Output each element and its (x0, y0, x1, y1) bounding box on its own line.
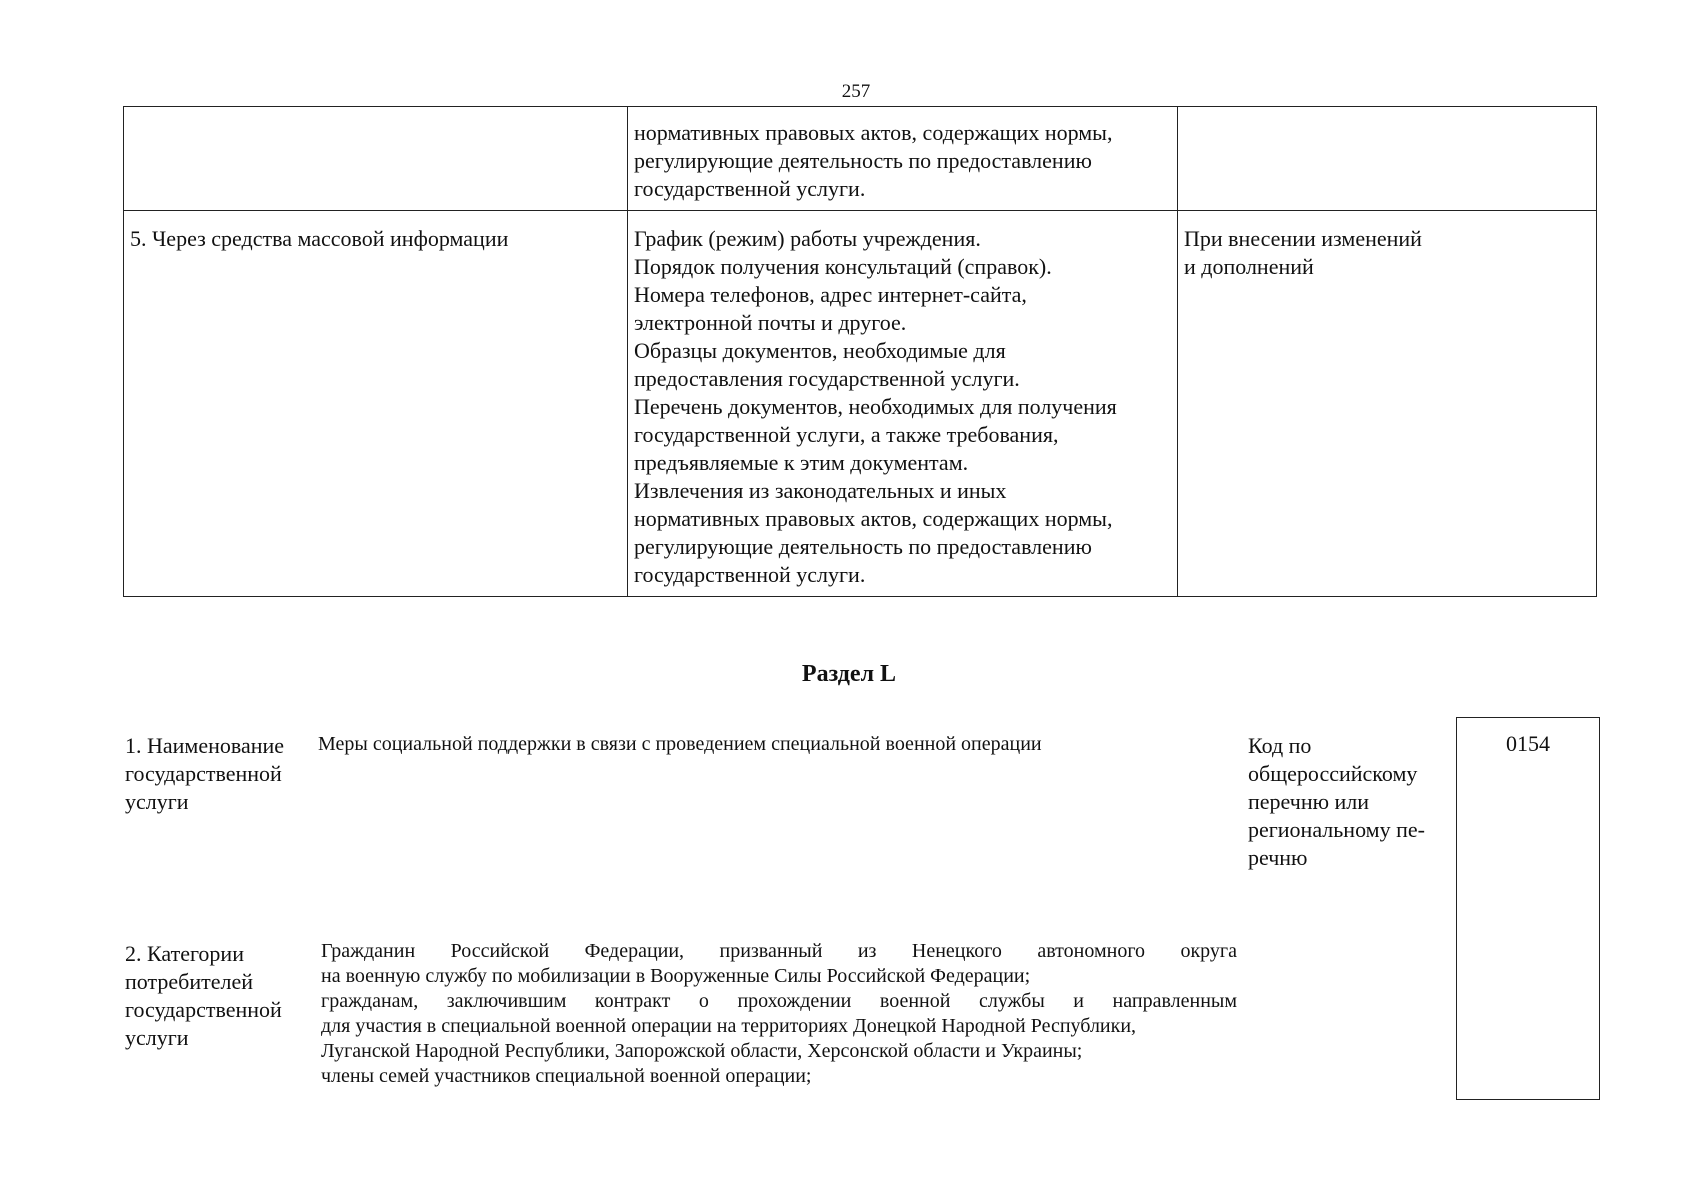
text-line: государственной (125, 761, 282, 786)
code-box (1456, 717, 1600, 1100)
text-line: регулирующие деятельность по предоставлению (634, 148, 1092, 173)
table-cell (1178, 107, 1597, 211)
text-line: Перечень документов, необходимых для получения (634, 394, 1117, 419)
info-table (123, 106, 1597, 597)
text-line: График (режим) работы учреждения. (634, 226, 981, 251)
text-line: гражданам, заключившим контракт о прохождении военной службы и направленным (321, 990, 1237, 1012)
text-line: Код по (1248, 733, 1312, 758)
text-line: государственной услуги. (634, 176, 866, 201)
text-line: государственной услуги, а также требования, (634, 422, 1059, 447)
text-line: нормативных правовых актов, содержащих нормы, (634, 506, 1113, 531)
text-line: государственной услуги. (634, 562, 866, 587)
text-line: услуги (125, 789, 189, 814)
text-line: Извлечения из законодательных и иных (634, 478, 1007, 503)
section-title: Раздел L (801, 661, 897, 687)
text-line: Образцы документов, необходимые для (634, 338, 1006, 363)
consumer-categories-value (321, 939, 1237, 1089)
page-number: 257 (841, 81, 871, 102)
table-cell (1178, 211, 1597, 597)
text-line: речню (1248, 845, 1308, 870)
info-channel-label: 5. Через средства массовой информации (130, 226, 509, 251)
text-line: нормативных правовых актов, содержащих нормы, (634, 120, 1113, 145)
table-cell (628, 211, 1178, 597)
code-value: 0154 (1506, 731, 1550, 756)
text-line: на военную службу по мобилизации в Вооруженные Силы Российской Федерации; (321, 965, 1031, 987)
text-line: и дополнений (1184, 254, 1314, 279)
text-line: регулирующие деятельность по предоставлению (634, 534, 1092, 559)
table-row (124, 211, 1597, 597)
text-line: При внесении изменений (1184, 226, 1422, 251)
table-cell (628, 107, 1178, 211)
table-cell (124, 211, 628, 597)
table-cell (124, 107, 628, 211)
table-row (124, 107, 1597, 211)
text-line: 2. Категории (125, 941, 244, 966)
text-line: региональному пе- (1248, 817, 1425, 842)
text-line: члены семей участников специальной военной операции; (321, 1065, 812, 1087)
service-name-value: Меры социальной поддержки в связи с проведением специальной военной операции (318, 733, 1042, 755)
consumer-categories-label (125, 940, 325, 1052)
text-line: Порядок получения консультаций (справок). (634, 254, 1052, 279)
text-line: общероссийскому (1248, 761, 1418, 786)
text-line: услуги (125, 1025, 189, 1050)
service-name-label (125, 732, 325, 816)
text-line: государственной (125, 997, 282, 1022)
text-line: для участия в специальной военной операции на территориях Донецкой Народной Республики, (321, 1015, 1137, 1037)
text-line: предоставления государственной услуги. (634, 366, 1020, 391)
text-line: 1. Наименование (125, 733, 285, 758)
text-line: Луганской Народной Республики, Запорожской области, Херсонской области и Украины; (321, 1040, 1083, 1062)
text-line: потребителей (125, 969, 253, 994)
text-line: предъявляемые к этим документам. (634, 450, 969, 475)
text-line: электронной почты и другое. (634, 310, 907, 335)
code-label (1248, 732, 1448, 872)
text-line: Номера телефонов, адрес интернет-сайта, (634, 282, 1027, 307)
text-line: перечню или (1248, 789, 1370, 814)
text-line: Гражданин Российской Федерации, призванный из Ненецкого автономного округа (321, 940, 1237, 962)
